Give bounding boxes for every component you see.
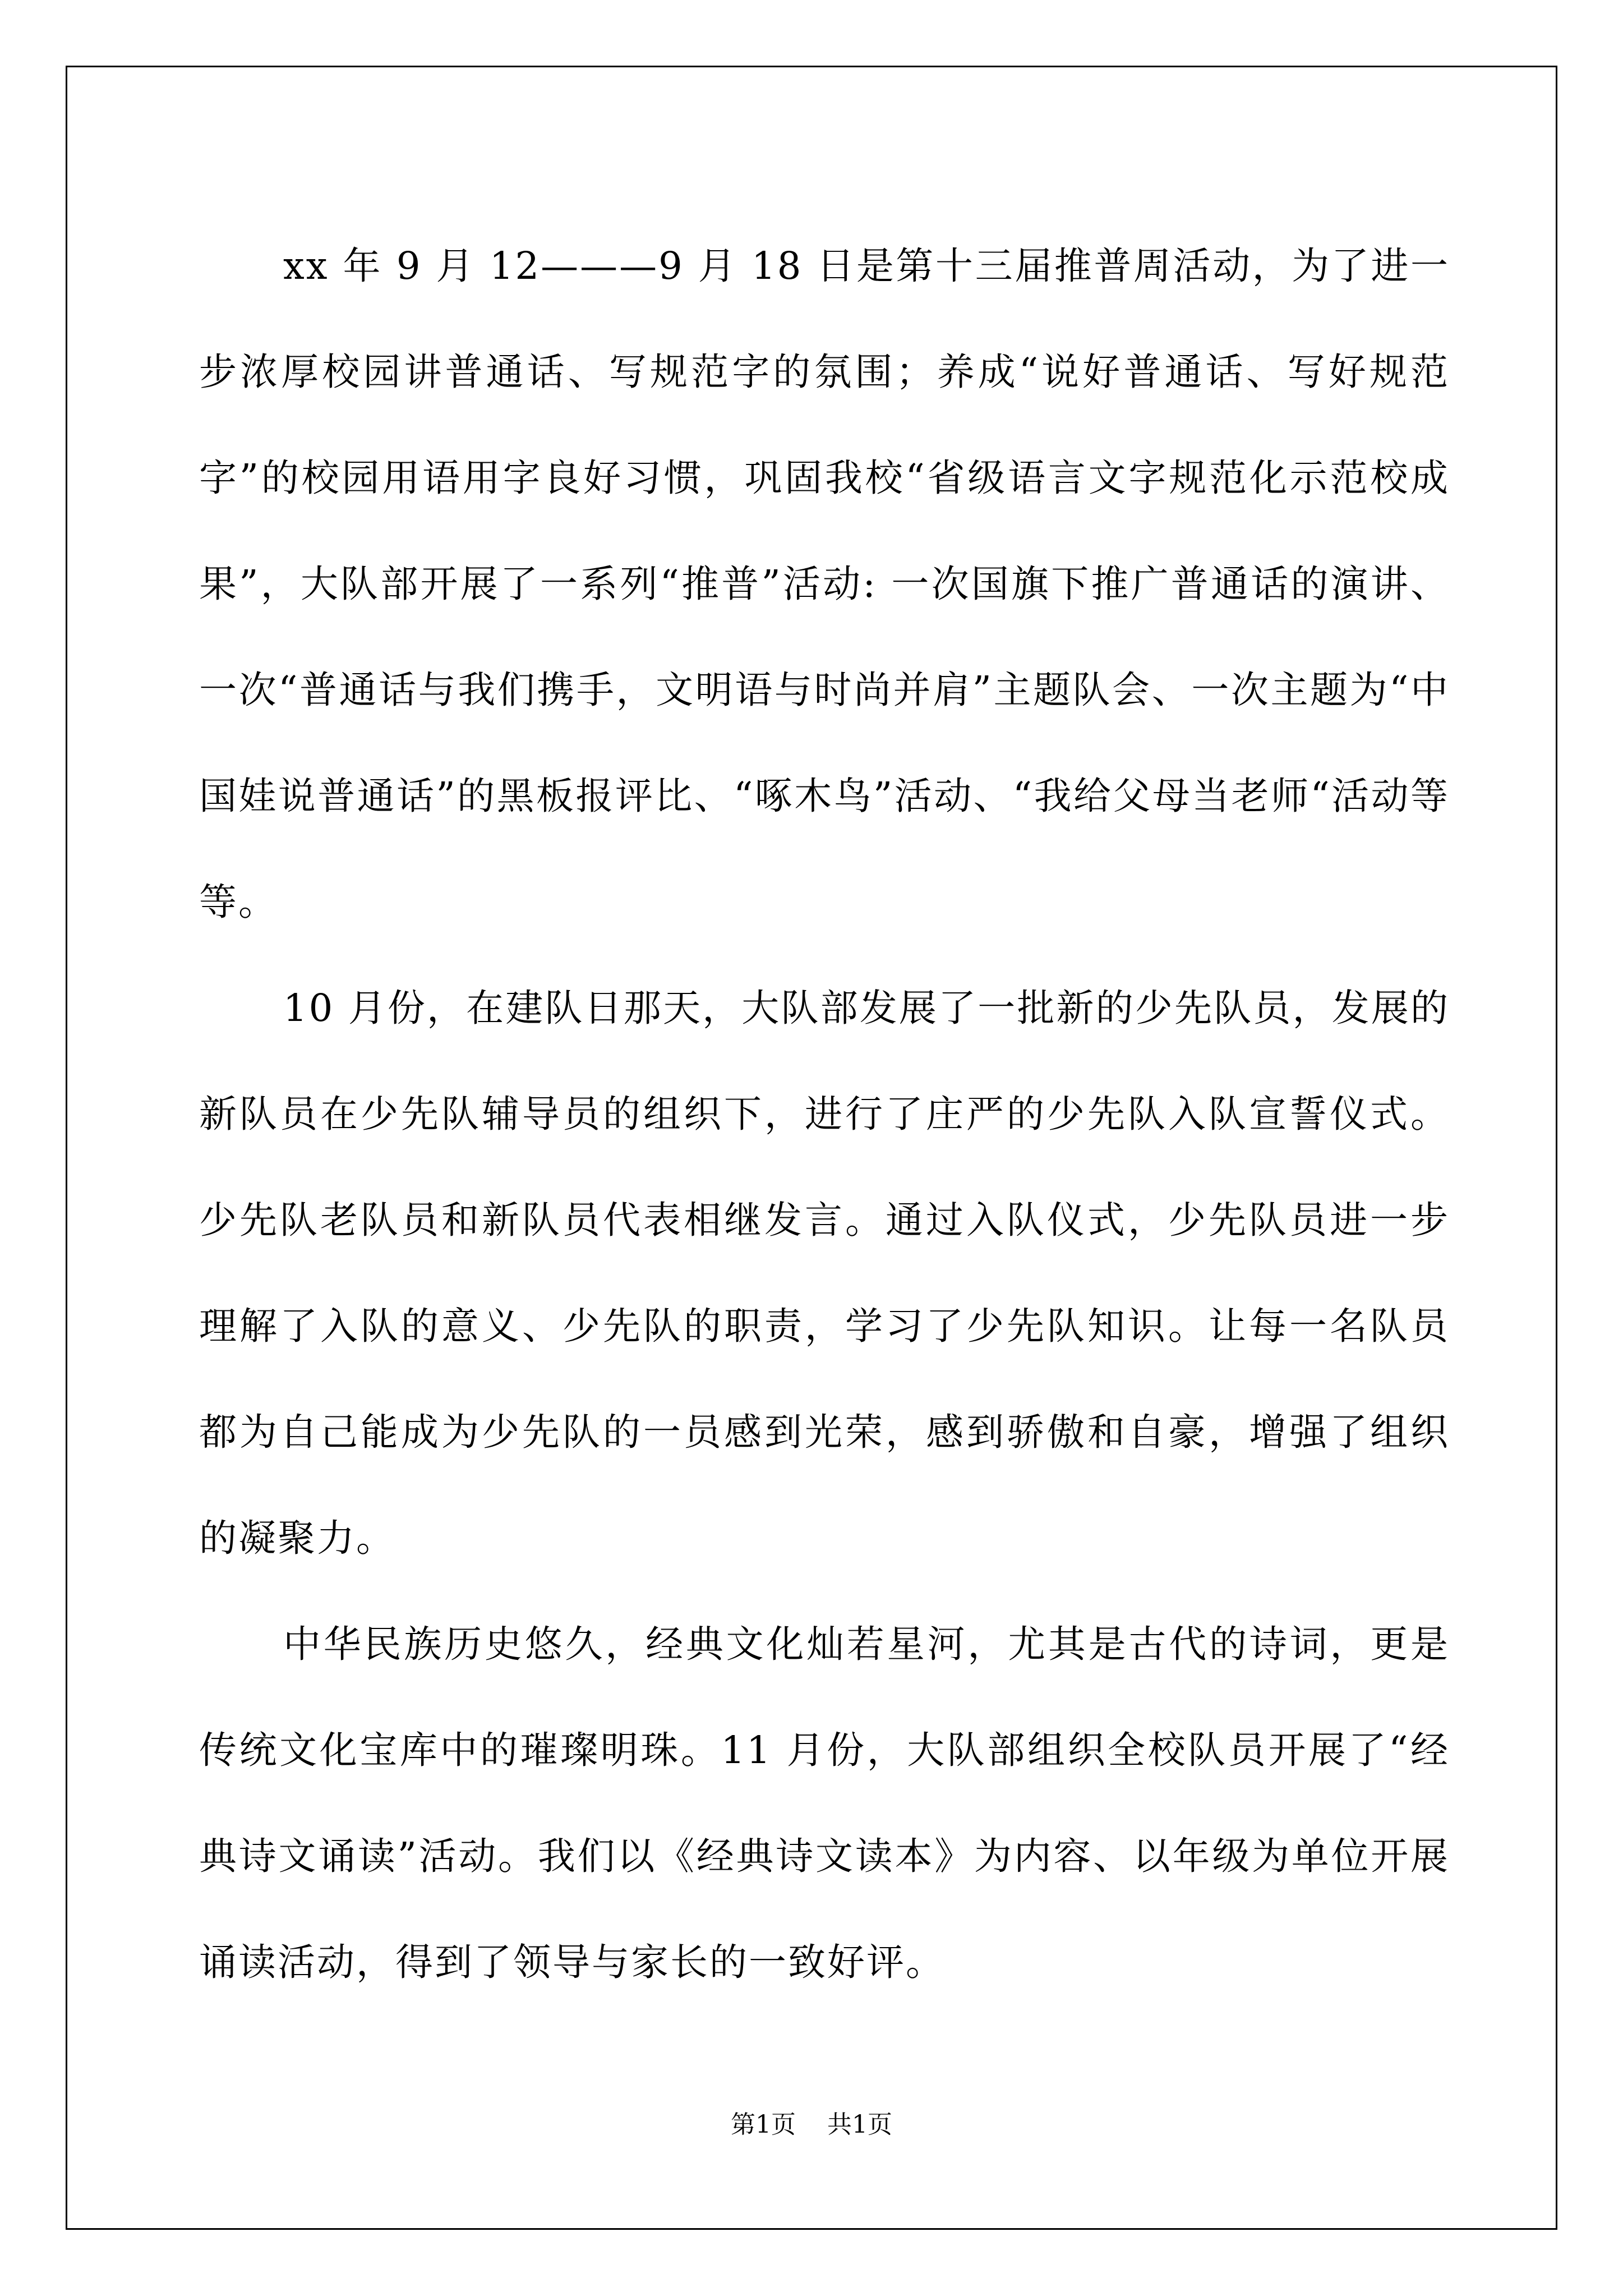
paragraph-2: 10 月份，在建队日那天，大队部发展了一批新的少先队员，发展的新队员在少先队辅导员的组织下，进行了庄严的少先队入队宣誓仪式。少先队老队员和新队员代表相继发言。通过入队仪式，少先队员进一步理解了入队的意义、少先队的职责，学习了少先队知识。让每一名队员都为自己能成为少先队的一员感到光荣，感到骄傲和自豪，增强了组织的凝聚力。 [199,986,1450,1560]
paragraph-1: xx 年 9 月 12———9 月 18 日是第十三届推普周活动，为了进一步浓厚校园讲普通话、写规范字的氛围；养成“说好普通话、写好规范字”的校园用语用字良好习惯，巩固我校“省级语言文字规范化示范校成果”，大队部开展了一系列“推普”活动: 一次国旗下推广普通话的演讲、一次“普通话与我们携手，文明语与时尚并肩”主题队会、一次主题为“中国娃说普通话”的黑板报评比、“啄木鸟”活动、“我给父母当老师“活动等等。 [199,244,1450,924]
document-body [199,213,1450,2016]
page-number-current: 第1页 [731,2110,796,2139]
page-footer [0,2108,1623,2142]
page-number-total: 共1页 [827,2110,892,2139]
paragraph-3: 中华民族历史悠久，经典文化灿若星河，尤其是古代的诗词，更是传统文化宝库中的璀璨明珠。11 月份，大队部组织全校队员开展了“经典诗文诵读”活动。我们以《经典诗文读本》为内容、以年级为单位开展诵读活动，得到了领导与家长的一致好评。 [199,1622,1450,1984]
